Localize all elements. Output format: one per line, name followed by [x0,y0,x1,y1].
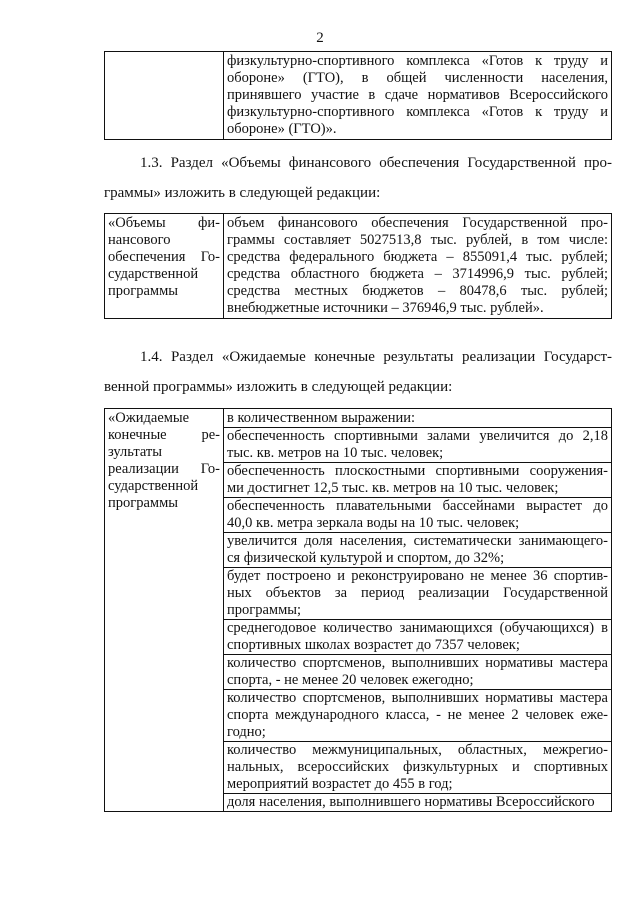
cell-text-line: сударственной [108,478,199,494]
cell-text-line: обеспеченность спортивными залами увеличится до 2,18 [227,428,608,444]
cell-text-line: количество спортсменов, выполнивших нормативы мастера [227,655,608,671]
result-item [224,410,611,428]
cell-text-line: зультаты [108,444,162,460]
table-cell-right [224,214,612,319]
cell-text-line: обороне» (ГТО)». [227,121,337,137]
result-item [224,794,611,811]
cell-text-line: ся физической культурой и спортом, до 32%; [227,550,505,566]
cell-text-line: «Объемы фи- [108,215,220,231]
cell-text-line: годно; [227,724,266,740]
cell-text-line: спортивных школах возрастет до 7357 человек; [227,637,520,653]
page-number: 2 [316,30,324,46]
cell-text-line: «Ожидаемые [108,410,190,426]
cell-text-line: программы [108,495,178,511]
result-item [224,533,611,568]
results-table [104,408,612,812]
cell-text-line: объем финансового обеспечения Государственной про- [227,215,608,231]
cell-text-line: 40,0 кв. метра зеркала воды на 10 тыс. человек; [227,515,520,531]
table-row [105,52,612,140]
table-cell-left [105,214,224,319]
cell-text-line: ных объектов за период реализации Государственной [227,585,608,601]
cell-text-line: средства местных бюджетов – 80478,6 тыс. рублей; [227,283,608,299]
cell-text-line: средства областного бюджета – 3714996,9 тыс. рублей; [227,266,608,282]
result-item [224,690,611,742]
cell-text-line: среднегодовое количество занимающихся (обучающихся) в [227,620,608,636]
result-item [224,655,611,690]
result-item [224,742,611,794]
continuation-table [104,51,612,140]
result-item [224,463,611,498]
financing-table [104,213,612,319]
paragraph-1-4 [104,342,612,402]
result-item [224,498,611,533]
result-item [224,428,611,463]
cell-text-line: нальных, всероссийских физкультурных и спортивных [227,759,608,775]
cell-text-line: количество межмуниципальных, областных, межрегио- [227,742,608,758]
cell-text-line: доля населения, выполнившего нормативы Всероссийского [227,794,595,810]
table-cell-left [105,52,224,140]
cell-text-line: увеличится доля населения, систематически занимающего- [227,533,608,549]
table-cell-left [105,409,224,812]
cell-text-line: обеспеченность плоскостными спортивными сооружения- [227,463,608,479]
table-cell-right [224,52,612,140]
cell-text-line: конечные ре- [108,427,220,443]
cell-text-line: спорта, - не менее 20 человек ежегодно; [227,672,474,688]
table-row [105,214,612,319]
paragraph-line: 1.4. Раздел «Ожидаемые конечные результаты реализации Государст- [140,349,612,365]
cell-text-line: мероприятий возрастет до 455 в год; [227,776,453,792]
cell-text-line: физкультурно-спортивного комплекса «Готов к труду и [227,104,608,120]
paragraph-line: венной программы» изложить в следующей редакции: [104,379,453,395]
cell-text-line: сударственной [108,266,199,282]
cell-text-line: будет построено и реконструировано не менее 36 спортив- [227,568,608,584]
cell-text-line: средства федерального бюджета – 855091,4 тыс. рублей; [227,249,608,265]
table-cell-right [224,409,612,812]
cell-text-line: ми достигнет 12,5 тыс. кв. метров на 10 тыс. человек; [227,480,559,496]
cell-text-line: спорта международного класса, - не менее 2 человек еже- [227,707,608,723]
result-item [224,568,611,620]
cell-text-line: в количественном выражении: [227,410,416,426]
cell-text-line: обеспечения Го- [108,249,220,265]
cell-text-line: внебюджетные источники – 376946,9 тыс. рублей». [227,300,544,316]
cell-text-line: нансового [108,232,171,248]
cell-text-line: программы; [227,602,302,618]
paragraph-1-3 [104,148,612,208]
table-row [105,409,612,812]
cell-text-line: физкультурно-спортивного комплекса «Готов к труду и [227,53,608,69]
paragraph-line: 1.3. Раздел «Объемы финансового обеспечения Государственной про- [140,155,612,171]
cell-text-line: реализации Го- [108,461,220,477]
result-item [224,620,611,655]
cell-text-line: количество спортсменов, выполнивших нормативы мастера [227,690,608,706]
cell-text-line: граммы составляет 5027513,8 тыс. рублей, в том числе: [227,232,608,248]
paragraph-line: граммы» изложить в следующей редакции: [104,185,381,201]
cell-text-line: обеспеченность плавательными бассейнами вырастет до [227,498,608,514]
cell-text-line: тыс. кв. метров на 10 тыс. человек; [227,445,444,461]
cell-text-line: обороне» (ГТО), в общей численности населения, принявшего участие в сдаче нормативов Всероссийского [227,70,608,103]
cell-text-line: программы [108,283,178,299]
